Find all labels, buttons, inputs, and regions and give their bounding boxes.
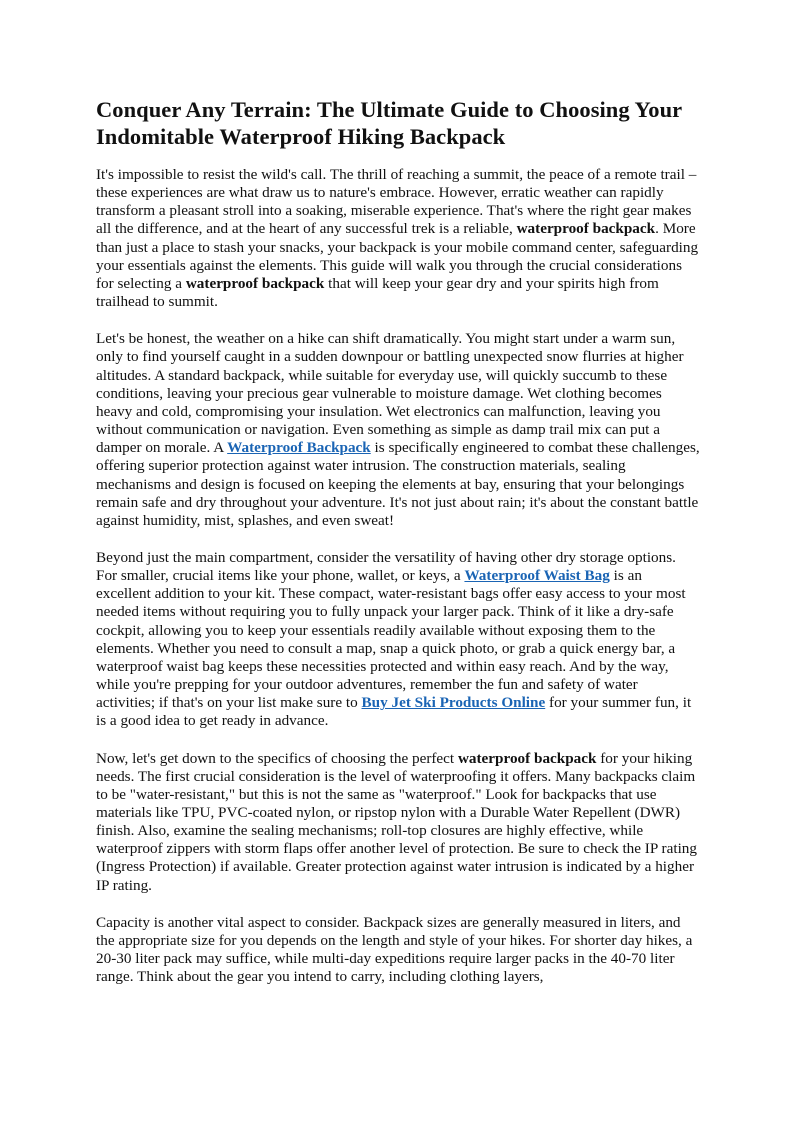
paragraph-capacity: [96, 914, 700, 987]
bold-keyword: waterproof backpack: [516, 220, 656, 238]
paragraph-weather: [96, 330, 700, 530]
text-run: is specifically engineered to combat these challenges, offering superior protection against water intrusion. The construction materials, sealing mechanisms and design is focused on keeping the elements at bay, ensuring that your belongings remain safe and dry throughout your adventure. It's not just about rain; it's about the constant battle against humidity, mist, splashes, and even sweat!: [96, 439, 700, 529]
text-run: . More than just a place to stash your snacks, your backpack is your mobile command center, safeguarding your essentials against the elements. This guide will walk you through the crucial considerations for selecting a: [96, 220, 699, 292]
paragraph-specifics: [96, 750, 700, 895]
text-run: for your summer fun, it is a good idea to get ready in advance.: [96, 694, 692, 730]
text-run: for your hiking needs. The first crucial consideration is the level of waterproofing it offers. Many backpacks claim to be "water-resistant," but this is not the same as "waterproof." Look for backpacks that use materials like TPU, PVC-coated nylon, or ripstop nylon with a Durable Water Repellent (DWR) finish. Also, examine the sealing mechanisms; roll-top closures are highly effective, while waterproof zippers with storm flaps offer another level of protection. Be sure to check the IP rating (Ingress Protection) if available. Greater protection against water intrusion is indicated by a higher IP rating.: [96, 749, 697, 894]
text-run: It's impossible to resist the wild's call. The thrill of reaching a summit, the peace of a remote trail – these experiences are what draw us to nature's embrace. However, erratic weather can rapidly transform a pleasant stroll into a soaking, miserable experience. That's where the right gear makes all the difference, and at the heart of any successful trek is a reliable,: [96, 166, 697, 238]
bold-keyword: waterproof backpack: [457, 749, 597, 767]
text-run: Beyond just the main compartment, consider the versatility of having other dry storage options. For smaller, crucial items like your phone, wallet, or keys, a: [96, 548, 676, 585]
text-run: Let's be honest, the weather on a hike can shift dramatically. You might start under a warm sun, only to find yourself caught in a sudden downpour or battling unexpected snow flurries at higher altitudes. A standard backpack, while suitable for everyday use, will quickly succumb to these conditions, leaving your precious gear vulnerable to moisture damage. Wet clothing becomes heavy and cold, compromising your insulation. Wet electronics can malfunction, leaving you without communication or navigation. Even something as simple as damp trail mix can put a damper on morale. A: [96, 330, 684, 457]
bold-keyword: waterproof backpack: [185, 274, 325, 292]
article-title: Conquer Any Terrain: The Ultimate Guide to Choosing Your Indomitable Waterproof Hiking Backpack: [96, 97, 682, 149]
waterproof-waist-bag-link[interactable]: Waterproof Waist Bag: [464, 567, 610, 585]
article: [96, 96, 700, 1005]
text-run: is an excellent addition to your kit. These compact, water-resistant bags offer easy access to your most needed items without requiring you to fully unpack your larger pack. Think of it like a dry-safe cockpit, allowing you to keep your essentials readily available without exposing them to the elements. Whether you need to consult a map, snap a quick photo, or grab a quick energy bar, a waterproof waist bag keeps these necessities protected and within easy reach. And by the way, while you're prepping for your outdoor adventures, remember the fun and safety of water activities; if that's on your list make sure to: [96, 567, 686, 712]
text-run: that will keep your gear dry and your spirits high from trailhead to summit.: [96, 274, 659, 311]
paragraph-intro: [96, 166, 700, 311]
paragraph-waist-bag: [96, 549, 700, 731]
text-run: Capacity is another vital aspect to consider. Backpack sizes are generally measured in liters, and the appropriate size for you depends on the length and style of your hikes. For shorter day hikes, a 20-30 liter pack may suffice, while multi-day expeditions require larger packs in the 40-70 liter range. Think about the gear you intend to carry, including clothing layers,: [96, 913, 693, 986]
jet-ski-products-link[interactable]: Buy Jet Ski Products Online: [361, 694, 546, 712]
text-run: Now, let's get down to the specifics of choosing the perfect: [96, 749, 458, 767]
waterproof-backpack-link[interactable]: Waterproof Backpack: [227, 439, 371, 457]
